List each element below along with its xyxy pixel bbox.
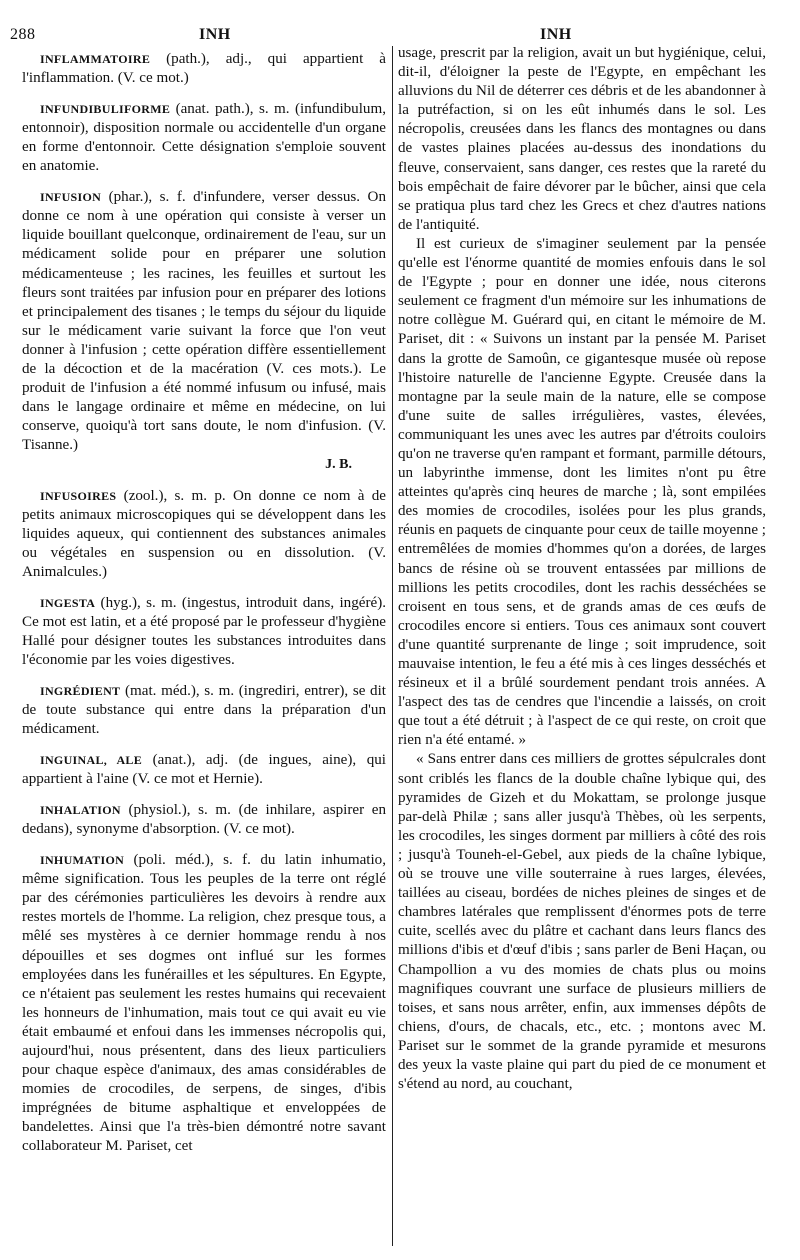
headword: INFUSION	[40, 190, 102, 205]
headword: INGRÉDIENT	[40, 684, 121, 698]
entry-infusoires	[22, 487, 386, 582]
entry-inhumation	[22, 851, 386, 1157]
entry-infundibuliforme	[22, 100, 386, 176]
right-running-head: INH	[540, 26, 572, 43]
entry-text: (path.), adj., qui appartient à l'inflammation. (V. ce mot.)	[22, 51, 386, 87]
left-running-head: INH	[199, 26, 231, 43]
entry-inhalation	[22, 801, 386, 839]
left-column	[22, 50, 386, 1168]
page-number: 288	[10, 26, 36, 43]
entry-text: (anat.), adj. (de ingues, aine), qui appartient à l'aine (V. ce mot et Hernie).	[22, 752, 386, 788]
right-column	[398, 44, 766, 1094]
paragraph-grottes: « Sans entrer dans ces milliers de grottes sépulcrales dont sont criblés les flancs de la double chaîne lybique qui, des pyramides de Gizeh et du Mokattam, se prolonge jusque par-delà Philæ ; sans aller jusqu'à Thèbes, où les serpents, les crocodiles, les singes dorment par milliers à côté des rois ; jusqu'à Touneh-el-Gebel, aux pieds de la chaîne lybique, où se trouve une ville souterraine à rues larges, élevées, taillées au ciseau, bordées de niches pleines de singes et de chambres latérales que remplissent d'énormes pots de terre cuite, scellés avec du plâtre et cachant dans leurs flancs des millions d'ibis et d'œuf d'ibis ; sans parler de Beni Haçan, ou Champollion a vu des momies de chats plus ou moins magnifiques couvrant une surface de plusieurs milliers de toises, et sans nous arrêter, enfin, aux immenses dépôts de chiens, d'ours, de chacals, etc., etc. ; montons avec M. Pariset sur le sommet de la grande pyramide et mesurons des yeux la vaste plaine qui part du pied de ce monument et s'étend au nord, au couchant,	[398, 751, 766, 1093]
entry-inguinal	[22, 751, 386, 789]
paragraph-continuation: usage, prescrit par la religion, avait un but hygiénique, celui, dit-il, d'éloigner la peste de l'Egypte, en empêchant les alluvions du Nil de déterrer ces débris et de les abandonner à la putréfaction, si on les eût inhumés dans le sol. Les nécropolis, creusées dans les flancs des montagnes ou dans de vastes plaines placées au-dessus des inondations du fleuve, conservaient, sans danger, ces restes que la rareté du bois empêchait de faire dévorer par le bûcher, ainsi que cela se pratiqua plus tard chez les Grecs et chez d'autres nations de l'antiquité.	[398, 45, 766, 233]
headword: INFUNDIBULIFORME	[40, 101, 171, 116]
entry-inflammatoire	[22, 50, 386, 88]
headword: INHALATION	[40, 803, 121, 818]
entry-text: (zool.), s. m. p. On donne ce nom à de petits animaux microscopiques qui se développent dans les liquides aqueux, qui contiennent des substances animales ou végétales en suspension ou en dissolution. (V. Animalcules.)	[22, 487, 386, 580]
column-divider	[392, 46, 393, 1246]
author-signature: J. B.	[325, 457, 352, 473]
entry-ingredient	[22, 682, 386, 739]
headword: INFUSOIRES	[40, 488, 117, 503]
entry-ingesta	[22, 594, 386, 670]
headword: INFLAMMATOIRE	[40, 52, 151, 66]
headword: INGESTA	[40, 595, 96, 610]
entry-text: (phar.), s. f. d'infundere, verser dessus. On donne ce nom à une opération qui consiste à verser un liquide bouillant quelconque, ordinairement de l'eau, sur un médicament solide pour en préparer une solution médicamenteuse ; les racines, les feuilles et surtout les fleurs sont traitées par infusion pour en préparer des lotions et principalement des tisanes ; le temps du séjour du liquide sur le médicament varie suivant la force que l'on veut donner à l'infusion ; cette opération diffère essentiellement de la décoction et de la macération (V. ces mots.). Le produit de l'infusion a été nommé infusum ou infusé, mais dans le langage ordinaire et même en médecine, on lui conserve, quoiqu'à tort sans doute, le nom d'infusion. (V. Tisanne.)	[22, 189, 386, 454]
entry-text: (anat. path.), s. m. (infundibulum, entonnoir), disposition normale ou accidentelle d'un organe en forme d'entonnoir. Cette désignation s'emploie souvent en anatomie.	[22, 100, 386, 175]
headword: INHUMATION	[40, 853, 125, 868]
entry-text: (physiol.), s. m. (de inhilare, aspirer en dedans), synonyme d'absorption. (V. ce mot).	[22, 802, 386, 838]
entry-infusion	[22, 188, 386, 455]
entry-text: (poli. méd.), s. f. du latin inhumatio, même signification. Tous les peuples de la terre ont réglé par des cérémonies particulières les devoirs à rendre aux restes mortels de l'homme. La religion, chez presque tous, a mêlé ses mystères à ce dernier hommage rendu à nos dépouilles et ses dogmes ont influé sur les formes employées dans les funérailles et les sépultures. En Egypte, ce n'étaient pas seulement les restes humains qui recevaient les honneurs de l'inhumation, mais tout ce qui avait eu vie était embaumé et enfoui dans les immenses nécropolis qui, aujourd'hui, nous présentent, dans des lieux particuliers pour chaque espèce d'animaux, des amas considérables de momies de crocodiles, de serpens, de singes, d'ibis imprégnées de bitume asphaltique et enveloppées de bandelettes. Ainsi que l'a très-bien démontré notre savant collaborateur M. Pariset, cet	[22, 852, 386, 1155]
paragraph-momies: Il est curieux de s'imaginer seulement par la pensée qu'elle est l'énorme quantité de momies enfouis dans le sol de l'Egypte ; pour en donner une idée, nous citerons seulement ce fragment d'un mémoire sur les inhumations de notre collègue M. Guérard qui, en citant le mémoire de M. Pariset, dit : « Suivons un instant par la pensée M. Pariset dans la grotte de Samoûn, ce gigantesque musée où repose l'histoire naturelle de l'ancienne Egypte. Creusée dans la montagne par la seule main de la nature, elle se compose d'une suite de salles irrégulières, vastes, élevées, communiquant les unes avec les autres par d'étroits couloirs qu'on ne traverse qu'en rampant et formant, parmille détours, un labyrinthe immense, dont les limites n'ont pu être atteintes qu'après cinq heures de marche ; là, sont empilées des momies de crocodiles, isolées pour les plus grands, réunis en paquets de cinquante pour ceux de taille moyenne ; entremêlées de momies d'hommes qu'on a dorées, de larges bancs de résine où se trouvent entassées par millions de millions les petits crocodiles, dont les rachis desséchées se croisent en tous sens, et de grands amas de ces œufs de crocodiles encore si entiers. Tous ces animaux sont couvert d'une quantité surprenante de linge ; soit imprudence, soit mauvaise intention, le feu a été mis à ces linges desséchés et résineux et il a brûlé sourdement pendant trois années. A l'aspect des tas de cendres que l'incendie a laissés, on croit que tout a été détruit ; à l'aspect de ce qui reste, on croit que rien n'a été entamé. »	[398, 235, 766, 749]
headword: INGUINAL, ALE	[40, 753, 143, 768]
entry-text: (mat. méd.), s. m. (ingrediri, entrer), se dit de toute substance qui entre dans la préparation d'un médicament.	[22, 683, 386, 738]
entry-text: (hyg.), s. m. (ingestus, introduit dans, ingéré). Ce mot est latin, et a été proposé par le professeur d'hygiène Hallé pour désigner toutes les substances introduites dans l'économie par les voies digestives.	[22, 594, 386, 669]
